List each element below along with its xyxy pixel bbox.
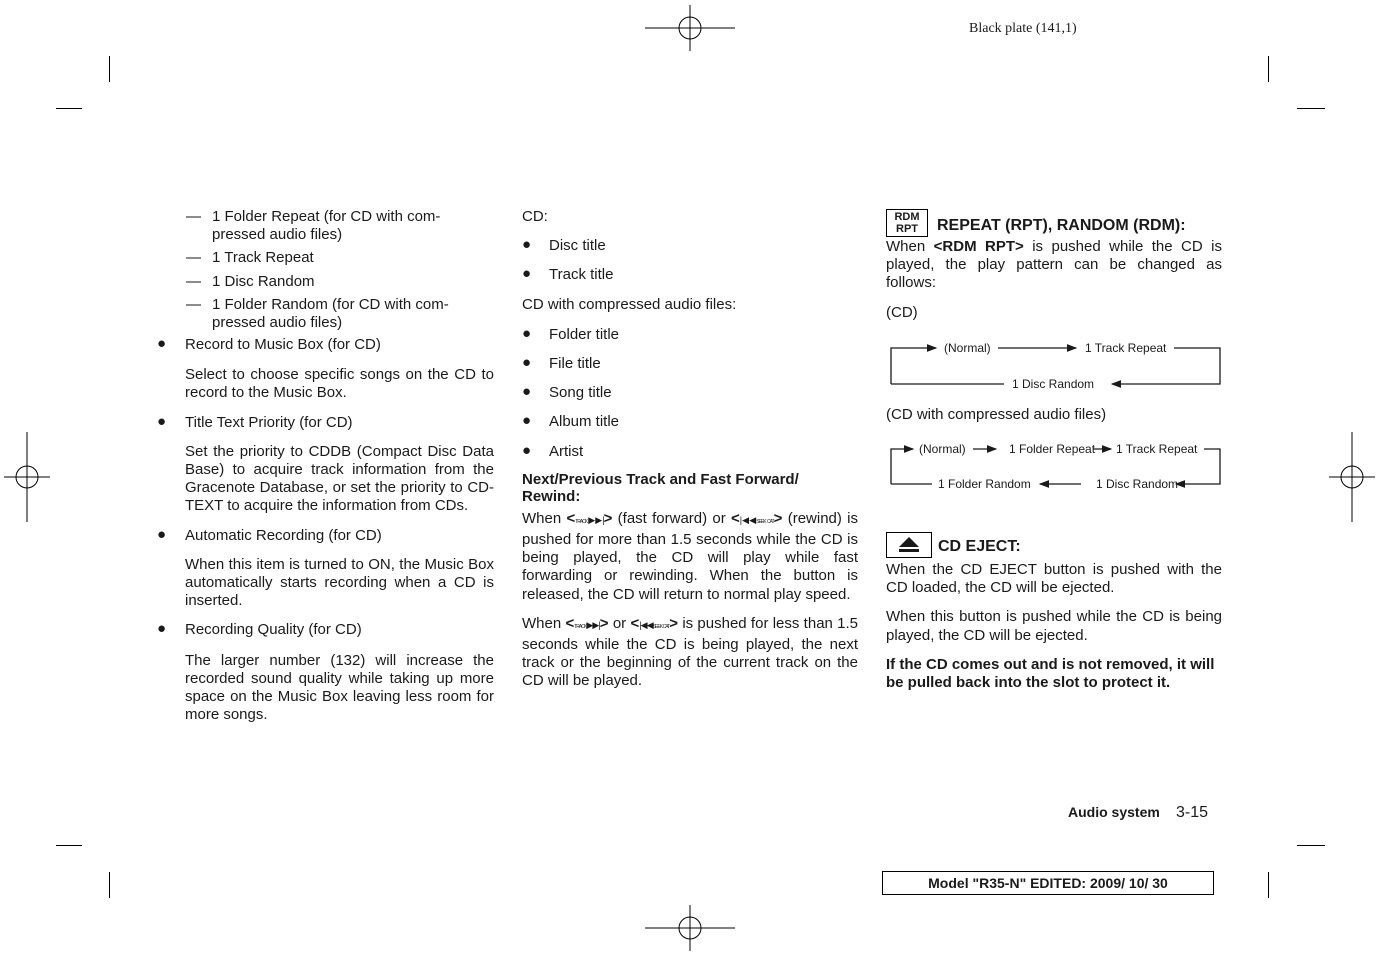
icon-label: RPT (896, 223, 918, 235)
list-item: ● Track title (522, 265, 614, 284)
list-item: ● Folder title (522, 324, 620, 343)
icon-label: RDM (894, 211, 920, 223)
bullet-title: Automatic Recording (for CD) (185, 526, 382, 544)
page-footer (1068, 804, 1208, 822)
left-bullets (157, 335, 494, 724)
eject-glyph (887, 533, 931, 557)
middle-column (522, 208, 858, 691)
text-run: is pushed while the CD is played, the play pattern can be changed as follows: (886, 238, 1222, 292)
diagram-caption: (CD with compressed audio files) (886, 406, 1107, 423)
cd-cycle-diagram (886, 338, 1226, 390)
eject-heading-row (886, 532, 1222, 558)
bullet-desc: Select to choose specific songs on the CD to record to the Music Box. (185, 366, 494, 402)
section-name: Audio system (1068, 804, 1160, 820)
button-key: <RDM RPT> (933, 238, 1024, 255)
section-heading: Next/Previous Track and Fast Forward/ Rewind: (522, 470, 799, 505)
diagram-node: 1 Track Repeat (1116, 442, 1198, 456)
icon-label: SEEK CAT (756, 518, 774, 525)
dash-item-text: 1 Disc Random (212, 272, 315, 290)
bullet-item: ● Record to Music Box (for CD) (157, 335, 381, 353)
dash-item: — 1 Folder Random (for CD with com- pressed audio files) (186, 295, 449, 332)
eject-icon (886, 532, 932, 558)
bullet-item: ● Automatic Recording (for CD) (157, 525, 382, 544)
track-rewind-icon: |◀◀SEEK CAT (739, 514, 774, 525)
bullet-desc: When this item is turned to ON, the Music Box automatically starts recording when a CD is inserted. (185, 555, 494, 610)
track-forward-icon: TRACK▶▶| (574, 619, 600, 630)
model-stamp: Model "R35-N" EDITED: 2009/ 10/ 30 (882, 871, 1214, 895)
compressed-cycle-diagram (886, 440, 1226, 492)
registration-mark-bottom (645, 905, 735, 951)
list-item-text: Album title (549, 413, 620, 431)
registration-mark-right (1329, 432, 1375, 522)
icon-label: SEEK CAT (652, 623, 670, 630)
list-item: ● File title (522, 354, 601, 373)
dash-item-line2: pressed audio files) (212, 226, 343, 244)
dash-item: — 1 Folder Repeat (for CD with com- pressed audio files) (186, 208, 441, 244)
warning-text: If the CD comes out and is not removed, it will be pulled back into the slot to protect it. (886, 655, 1215, 692)
text-run: When (886, 238, 926, 255)
paragraph (886, 238, 1222, 293)
list-item-text: Artist (549, 442, 584, 460)
dash-item-line1: 1 Folder Random (for CD with com- (212, 295, 449, 313)
bullet-desc: The larger number (132) will increase the recorded sound quality while taking up more space on the Music Box leaving less room for more songs. (185, 651, 494, 724)
diagram-node: 1 Disc Random (1096, 477, 1179, 491)
cd-label: CD: (522, 208, 548, 225)
list-item-text: Folder title (549, 325, 620, 343)
text-run: (rewind) is pushed for more than 1.5 seconds while the CD is being played, the CD will play while fast forwarding or rewinding. When the button is released, the CD will return to normal play speed. (522, 509, 858, 603)
bullet-title: Recording Quality (for CD) (185, 621, 362, 639)
bullet-item: ● Title Text Priority (for CD) (157, 412, 353, 431)
compressed-label: CD with compressed audio files: (522, 295, 737, 313)
track-rewind-icon: |◀◀SEEK CAT (639, 619, 670, 630)
list-item-text: Track title (549, 266, 614, 284)
list-item: ● Disc title (522, 236, 606, 255)
list-item-text: Disc title (549, 237, 606, 255)
list-item: ● Song title (522, 383, 612, 402)
bullet-item: ● Recording Quality (for CD) (157, 620, 362, 639)
bullet-title: Record to Music Box (for CD) (185, 336, 381, 353)
icon-label: TRACK (574, 623, 587, 630)
diagram-caption: (CD) (886, 303, 918, 321)
text-run: or (612, 614, 627, 632)
text-run: When (522, 509, 562, 527)
bullet-desc: Set the priority to CDDB (Compact Disc Data Base) to acquire track information from the Gracenote Database, or set the priority to CD-TEXT to acquire the information from CDs. (185, 442, 494, 515)
dash-item: — 1 Track Repeat (186, 249, 314, 267)
page-number: 3-15 (1175, 804, 1209, 821)
registration-mark-top (645, 5, 735, 51)
left-column (186, 208, 494, 332)
diagram-node: 1 Folder Repeat (1009, 442, 1096, 456)
list-item: ● Artist (522, 441, 584, 460)
diagram-node: 1 Folder Random (938, 477, 1031, 491)
plate-label: Black plate (141,1) (969, 21, 1077, 36)
list-item-text: Song title (549, 384, 612, 402)
section-heading: CD EJECT: (938, 537, 1021, 555)
text-run: (fast forward) or (617, 509, 726, 527)
diagram-node: 1 Track Repeat (1085, 341, 1167, 355)
paragraph: When the CD EJECT button is pushed with the CD loaded, the CD will be ejected. (886, 561, 1222, 597)
paragraph: When this button is pushed while the CD is being played, the CD will be ejected. (886, 608, 1222, 644)
text-run: is pushed for less than 1.5 seconds while the CD is being played, the next track or the beginning of the current track on the CD will be played. (522, 614, 859, 690)
icon-label: TRACK (575, 518, 588, 525)
list-item: ● Album title (522, 412, 620, 431)
text-run: When (522, 614, 562, 632)
diagram-node: (Normal) (919, 442, 966, 456)
dash-item-line2: pressed audio files) (212, 314, 343, 332)
section-heading: REPEAT (RPT), RANDOM (RDM): (937, 216, 1186, 234)
right-column (886, 209, 1222, 322)
paragraph: When <TRACK▶▶|> or <|◀◀SEEK CAT> is pushed for less than 1.5 seconds while the CD is being played, the next track or the beginning of the current track on the CD will be played. (522, 614, 859, 690)
diagram-node: 1 Disc Random (1012, 377, 1095, 390)
rdm-rpt-button-icon (886, 209, 928, 237)
list-item-text: File title (549, 355, 601, 373)
dash-item-line1: 1 Folder Repeat (for CD with com- (212, 208, 441, 225)
bullet-title: Title Text Priority (for CD) (185, 413, 353, 431)
registration-mark-left (4, 432, 50, 522)
track-forward-icon: TRACK▶▶| (575, 514, 604, 525)
dash-item-text: 1 Track Repeat (212, 249, 314, 267)
diagram-node: (Normal) (944, 341, 991, 355)
eject-section (886, 532, 1222, 692)
caption-wrap (886, 406, 1222, 424)
paragraph: When <TRACK▶▶|> (fast forward) or <|◀◀SEEK CAT> (rewind) is pushed for more than 1.5 seconds while the CD is being played, the CD will play while fast forwarding or rewinding. When the button is released, the CD will return to normal play speed. (522, 509, 858, 603)
dash-item: — 1 Disc Random (186, 272, 315, 290)
rdm-heading-row (886, 209, 1222, 237)
